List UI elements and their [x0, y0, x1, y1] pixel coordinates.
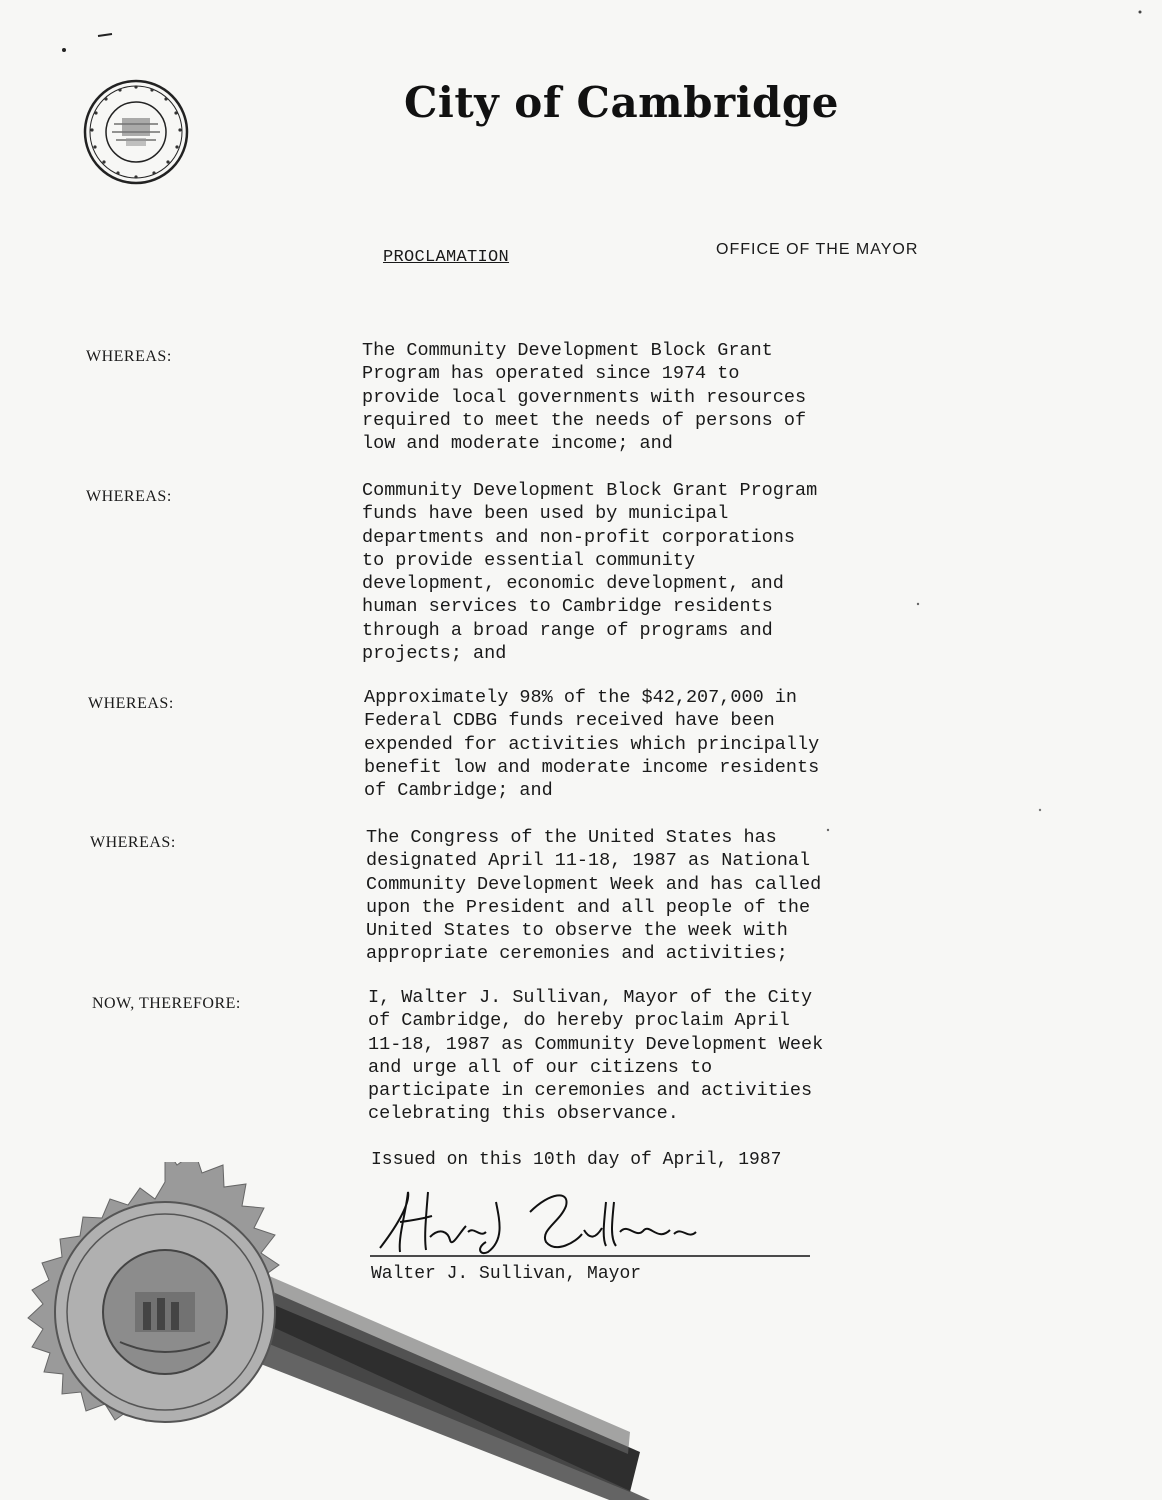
- office-heading: OFFICE OF THE MAYOR: [716, 241, 919, 258]
- clause-label: WHEREAS:: [86, 348, 172, 365]
- issued-date: Issued on this 10th day of April, 1987: [371, 1150, 782, 1170]
- embossed-seal-icon: [0, 1162, 650, 1500]
- clause-label: WHEREAS:: [86, 488, 172, 505]
- proclamation-heading: PROCLAMATION: [383, 248, 510, 267]
- clause-label: WHEREAS:: [88, 695, 174, 712]
- clause-text: The Community Development Block Grant Program has operated since 1974 to provide local governments with resources required to meet the needs of persons of low and moderate income; and: [362, 340, 807, 455]
- clause-label: WHEREAS:: [90, 834, 176, 851]
- city-seal-icon: [82, 78, 190, 186]
- clause-text: Community Development Block Grant Program funds have been used by municipal departments and non-profit corporations to provide essential community development, economic development, and human services to Cambridge residents through a broad range of programs and projects; and: [362, 480, 818, 665]
- city-title: City of Cambridge: [404, 78, 840, 127]
- signature-printed-name: Walter J. Sullivan, Mayor: [371, 1264, 642, 1284]
- clause-label: NOW, THEREFORE:: [92, 995, 241, 1012]
- clause-text: I, Walter J. Sullivan, Mayor of the City of Cambridge, do hereby proclaim April 11-18, 1987 as Community Development Week and urge all of our citizens to participate in ceremonies and activities celebrating this observance.: [368, 987, 824, 1125]
- clause-text: Approximately 98% of the $42,207,000 in Federal CDBG funds received have been expended for activities which principally benefit low and moderate income residents of Cambridge; and: [364, 687, 820, 802]
- clause-text: The Congress of the United States has designated April 11-18, 1987 as National Community Development Week and has called upon the President and all people of the United States to observe the week with appropriate ceremonies and activities;: [366, 827, 822, 965]
